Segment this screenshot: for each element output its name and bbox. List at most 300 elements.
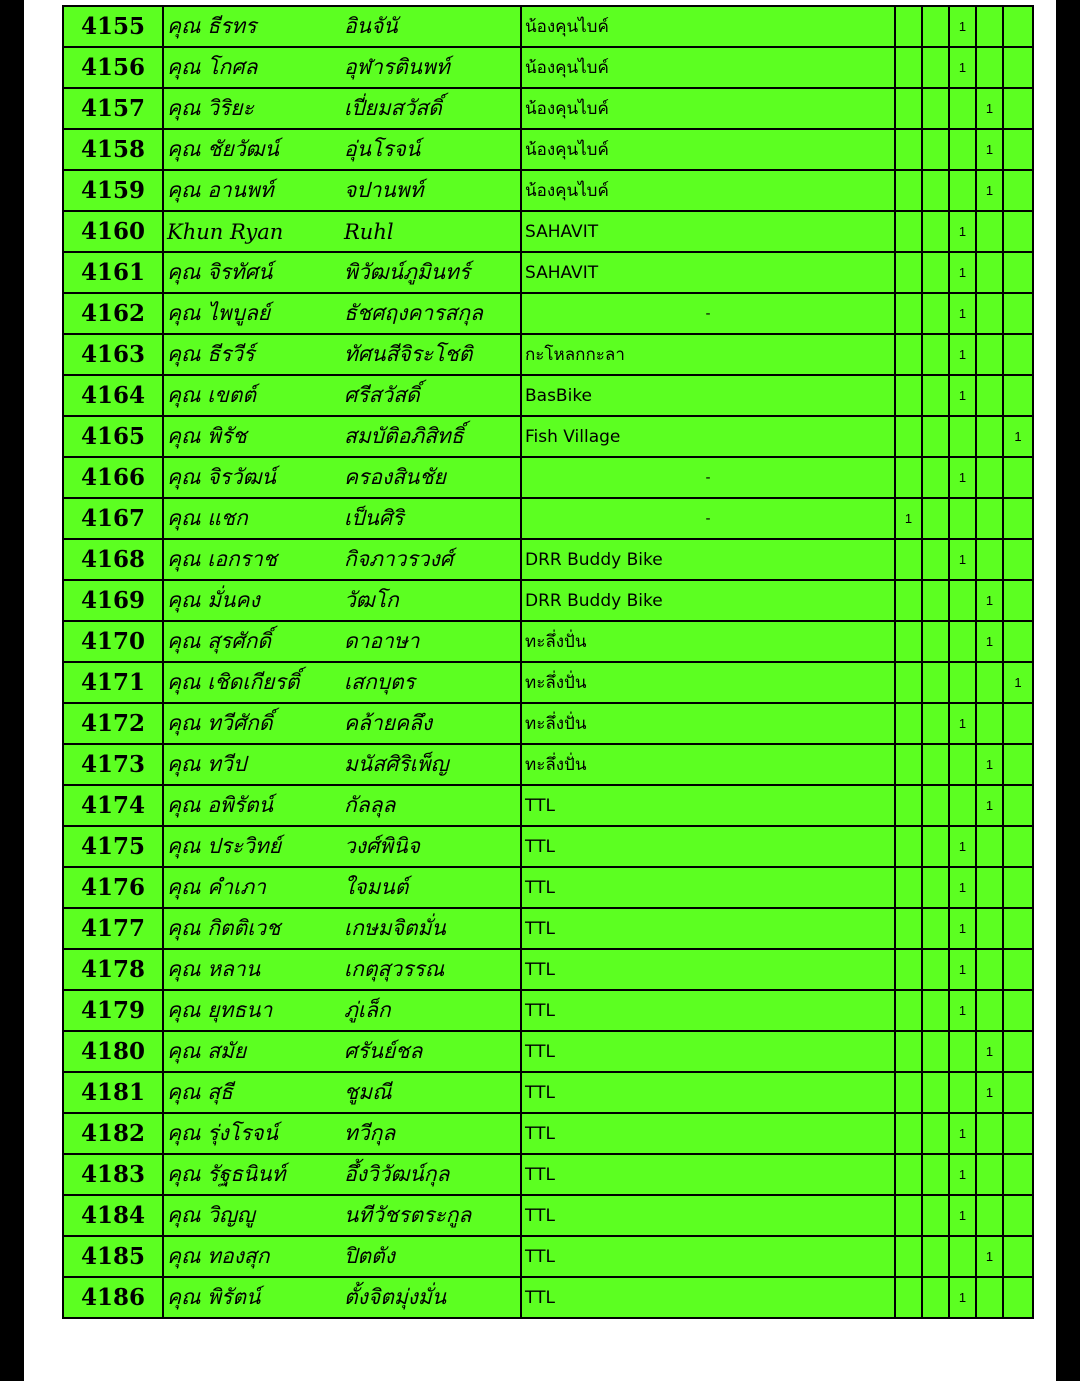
category-mark-cell [976,498,1003,539]
last-name-cell: ศรีสวัสดิ์ [341,375,521,416]
team-cell: ทะลึ่งปั่น [521,744,895,785]
table-row [63,826,1033,867]
category-mark-cell [1003,826,1033,867]
bib-number-cell: 4184 [63,1195,163,1236]
team-cell: TTL [521,1195,895,1236]
table-row [63,1236,1033,1277]
table-body [63,6,1033,1318]
table-row [63,744,1033,785]
team-cell: น้องคุนไบค์ [521,6,895,47]
bib-number-cell: 4185 [63,1236,163,1277]
category-mark-cell: 1 [949,826,976,867]
first-name-cell: คุณ พิรัช [163,416,341,457]
category-mark-cell [895,375,922,416]
category-mark-cell [1003,211,1033,252]
category-mark-cell: 1 [949,252,976,293]
category-mark-cell: 1 [949,334,976,375]
category-mark-cell: 1 [976,744,1003,785]
category-mark-cell [895,703,922,744]
table-row [63,949,1033,990]
category-mark-cell: 1 [895,498,922,539]
category-mark-cell [949,785,976,826]
category-mark-cell [895,826,922,867]
first-name-cell: คุณ เอกราช [163,539,341,580]
category-mark-cell [922,6,949,47]
category-mark-cell [922,1072,949,1113]
bib-number-cell: 4166 [63,457,163,498]
category-mark-cell [1003,621,1033,662]
team-cell: - [521,293,895,334]
category-mark-cell: 1 [976,621,1003,662]
last-name-cell: อินจันั [341,6,521,47]
category-mark-cell [976,990,1003,1031]
category-mark-cell [895,949,922,990]
category-mark-cell [895,1072,922,1113]
category-mark-cell [922,1236,949,1277]
first-name-cell: Khun Ryan [163,211,341,252]
category-mark-cell [1003,580,1033,621]
bib-number-cell: 4161 [63,252,163,293]
team-cell: TTL [521,1154,895,1195]
team-cell: - [521,457,895,498]
category-mark-cell: 1 [949,1195,976,1236]
bib-number-cell: 4158 [63,129,163,170]
last-name-cell: กิจภาวรวงศ์ [341,539,521,580]
category-mark-cell [895,662,922,703]
document-page [24,0,1056,1381]
last-name-cell: เกตุสุวรรณ [341,949,521,990]
team-cell: TTL [521,1113,895,1154]
category-mark-cell [976,252,1003,293]
category-mark-cell [976,47,1003,88]
bib-number-cell: 4178 [63,949,163,990]
bib-number-cell: 4175 [63,826,163,867]
last-name-cell: เปี่ยมสวัสดิ์ [341,88,521,129]
category-mark-cell [895,1113,922,1154]
category-mark-cell [1003,1113,1033,1154]
last-name-cell: ศรันย์ชล [341,1031,521,1072]
last-name-cell: ตั้งจิตมุ่งมั่น [341,1277,521,1318]
category-mark-cell [922,826,949,867]
last-name-cell: ปิตตัง [341,1236,521,1277]
bib-number-cell: 4167 [63,498,163,539]
category-mark-cell: 1 [949,6,976,47]
category-mark-cell [895,1277,922,1318]
category-mark-cell [1003,170,1033,211]
category-mark-cell [976,662,1003,703]
category-mark-cell [976,211,1003,252]
first-name-cell: คุณ ทวีป [163,744,341,785]
bib-number-cell: 4157 [63,88,163,129]
category-mark-cell [922,785,949,826]
team-cell: - [521,498,895,539]
bib-number-cell: 4162 [63,293,163,334]
first-name-cell: คุณ ทองสุก [163,1236,341,1277]
bib-number-cell: 4170 [63,621,163,662]
category-mark-cell [1003,1277,1033,1318]
team-cell: DRR Buddy Bike [521,539,895,580]
category-mark-cell [895,908,922,949]
category-mark-cell: 1 [976,1072,1003,1113]
category-mark-cell [895,47,922,88]
category-mark-cell [949,1031,976,1072]
category-mark-cell [949,621,976,662]
team-cell: TTL [521,826,895,867]
table-row [63,1195,1033,1236]
first-name-cell: คุณ อพิรัตน์ [163,785,341,826]
first-name-cell: คุณ สมัย [163,1031,341,1072]
category-mark-cell: 1 [949,211,976,252]
category-mark-cell [976,1113,1003,1154]
table-row [63,580,1033,621]
category-mark-cell [895,785,922,826]
category-mark-cell [922,703,949,744]
last-name-cell: นทีวัชรตระกูล [341,1195,521,1236]
category-mark-cell [949,88,976,129]
bib-number-cell: 4165 [63,416,163,457]
category-mark-cell [922,334,949,375]
table-row [63,990,1033,1031]
category-mark-cell: 1 [949,293,976,334]
team-cell: TTL [521,1236,895,1277]
table-row [63,1277,1033,1318]
team-cell: TTL [521,949,895,990]
category-mark-cell [976,416,1003,457]
category-mark-cell [976,6,1003,47]
bib-number-cell: 4155 [63,6,163,47]
team-cell: น้องคุนไบค์ [521,88,895,129]
category-mark-cell: 1 [949,908,976,949]
bib-number-cell: 4182 [63,1113,163,1154]
team-cell: น้องคุนไบค์ [521,129,895,170]
last-name-cell: ธัชศฤงคารสกุล [341,293,521,334]
table-row [63,1113,1033,1154]
last-name-cell: เป็นศิริ [341,498,521,539]
last-name-cell: ทัศนสีจิระโชติ [341,334,521,375]
category-mark-cell [922,990,949,1031]
category-mark-cell [976,867,1003,908]
first-name-cell: คุณ ธีรทร [163,6,341,47]
table-row [63,47,1033,88]
last-name-cell: คล้ายคลึง [341,703,521,744]
category-mark-cell [1003,334,1033,375]
table-row [63,1031,1033,1072]
category-mark-cell [1003,744,1033,785]
category-mark-cell [949,744,976,785]
category-mark-cell: 1 [949,867,976,908]
first-name-cell: คุณ รุ่งโรจน์ [163,1113,341,1154]
table-row [63,662,1033,703]
category-mark-cell [976,375,1003,416]
category-mark-cell [1003,539,1033,580]
category-mark-cell [895,1031,922,1072]
category-mark-cell [1003,6,1033,47]
category-mark-cell [922,170,949,211]
first-name-cell: คุณ รัฐธนินท์ [163,1154,341,1195]
bib-number-cell: 4163 [63,334,163,375]
category-mark-cell [976,457,1003,498]
category-mark-cell [895,88,922,129]
team-cell: TTL [521,990,895,1031]
table-row [63,334,1033,375]
category-mark-cell [895,621,922,662]
table-row [63,621,1033,662]
category-mark-cell: 1 [976,129,1003,170]
category-mark-cell [949,170,976,211]
category-mark-cell [922,744,949,785]
team-cell: Fish Village [521,416,895,457]
first-name-cell: คุณ แชก [163,498,341,539]
category-mark-cell [1003,1195,1033,1236]
team-cell: น้องคุนไบค์ [521,170,895,211]
first-name-cell: คุณ ประวิทย์ [163,826,341,867]
last-name-cell: กัลลุล [341,785,521,826]
last-name-cell: ครองสินชัย [341,457,521,498]
category-mark-cell [922,1113,949,1154]
category-mark-cell [922,1195,949,1236]
category-mark-cell: 1 [976,580,1003,621]
category-mark-cell [895,170,922,211]
bib-number-cell: 4176 [63,867,163,908]
category-mark-cell [922,416,949,457]
bib-number-cell: 4173 [63,744,163,785]
category-mark-cell [895,129,922,170]
category-mark-cell [976,334,1003,375]
first-name-cell: คุณ อานพท์ [163,170,341,211]
bib-number-cell: 4179 [63,990,163,1031]
bib-number-cell: 4159 [63,170,163,211]
category-mark-cell [922,1154,949,1195]
category-mark-cell: 1 [949,47,976,88]
first-name-cell: คุณ กิตติเวช [163,908,341,949]
first-name-cell: คุณ เชิดเกียรติ์ [163,662,341,703]
category-mark-cell [1003,703,1033,744]
category-mark-cell [922,949,949,990]
last-name-cell: Ruhl [341,211,521,252]
category-mark-cell [922,293,949,334]
table-row [63,416,1033,457]
category-mark-cell [922,539,949,580]
category-mark-cell [895,334,922,375]
team-cell: TTL [521,1031,895,1072]
category-mark-cell [1003,908,1033,949]
last-name-cell: อุ่นโรจน์ [341,129,521,170]
team-cell: TTL [521,908,895,949]
bib-number-cell: 4180 [63,1031,163,1072]
first-name-cell: คุณ สุธี [163,1072,341,1113]
team-cell: SAHAVIT [521,211,895,252]
first-name-cell: คุณ หลาน [163,949,341,990]
bib-number-cell: 4174 [63,785,163,826]
bib-number-cell: 4171 [63,662,163,703]
first-name-cell: คุณ คำเภา [163,867,341,908]
category-mark-cell [922,1277,949,1318]
category-mark-cell [1003,949,1033,990]
first-name-cell: คุณ พิรัตน์ [163,1277,341,1318]
category-mark-cell [922,621,949,662]
category-mark-cell [922,375,949,416]
category-mark-cell [922,580,949,621]
category-mark-cell [895,867,922,908]
category-mark-cell [949,129,976,170]
team-cell: TTL [521,1072,895,1113]
category-mark-cell: 1 [949,949,976,990]
category-mark-cell [976,703,1003,744]
bib-number-cell: 4172 [63,703,163,744]
participant-table [62,5,1034,1319]
first-name-cell: คุณ โกศล [163,47,341,88]
category-mark-cell [1003,1154,1033,1195]
category-mark-cell [922,457,949,498]
team-cell: SAHAVIT [521,252,895,293]
category-mark-cell [895,252,922,293]
category-mark-cell [922,1031,949,1072]
category-mark-cell: 1 [949,1277,976,1318]
category-mark-cell [922,867,949,908]
category-mark-cell [949,498,976,539]
category-mark-cell: 1 [1003,416,1033,457]
category-mark-cell [922,211,949,252]
table-row [63,252,1033,293]
category-mark-cell [1003,293,1033,334]
category-mark-cell [1003,252,1033,293]
last-name-cell: ทวีกุล [341,1113,521,1154]
table-row [63,211,1033,252]
table-row [63,785,1033,826]
category-mark-cell [895,1195,922,1236]
team-cell: TTL [521,867,895,908]
last-name-cell: ดาอาษา [341,621,521,662]
first-name-cell: คุณ ทวีศักดิ์ [163,703,341,744]
table-row [63,539,1033,580]
category-mark-cell [976,539,1003,580]
category-mark-cell [976,908,1003,949]
category-mark-cell [895,539,922,580]
last-name-cell: วัฒโก [341,580,521,621]
last-name-cell: อึ้งวิวัฒน์กุล [341,1154,521,1195]
first-name-cell: คุณ จิรวัฒน์ [163,457,341,498]
table-row [63,1154,1033,1195]
category-mark-cell: 1 [949,457,976,498]
category-mark-cell [976,949,1003,990]
team-cell: TTL [521,1277,895,1318]
table-row [63,867,1033,908]
category-mark-cell [1003,47,1033,88]
category-mark-cell [895,211,922,252]
table-row [63,170,1033,211]
category-mark-cell [1003,1236,1033,1277]
team-cell: BasBike [521,375,895,416]
category-mark-cell: 1 [976,1031,1003,1072]
bib-number-cell: 4168 [63,539,163,580]
first-name-cell: คุณ ธีรวีร์ [163,334,341,375]
bib-number-cell: 4169 [63,580,163,621]
last-name-cell: ภู่เล็ก [341,990,521,1031]
category-mark-cell [949,580,976,621]
last-name-cell: ชูมณี [341,1072,521,1113]
category-mark-cell [1003,375,1033,416]
first-name-cell: คุณ เขตต์ [163,375,341,416]
category-mark-cell [922,498,949,539]
category-mark-cell [976,1277,1003,1318]
category-mark-cell [922,662,949,703]
category-mark-cell [976,1154,1003,1195]
table-row [63,457,1033,498]
team-cell: ทะลึ่งปั่น [521,621,895,662]
first-name-cell: คุณ ไพบูลย์ [163,293,341,334]
last-name-cell: เกษมจิตมั่น [341,908,521,949]
category-mark-cell [895,293,922,334]
first-name-cell: คุณ สุรศักดิ์ [163,621,341,662]
category-mark-cell: 1 [949,1154,976,1195]
team-cell: น้องคุนไบค์ [521,47,895,88]
table-row [63,498,1033,539]
table-row [63,88,1033,129]
last-name-cell: อุฬารตินพท์ [341,47,521,88]
category-mark-cell [922,47,949,88]
bib-number-cell: 4160 [63,211,163,252]
category-mark-cell [976,293,1003,334]
table-row [63,6,1033,47]
team-cell: ทะลึ่งปั่น [521,662,895,703]
category-mark-cell [1003,498,1033,539]
team-cell: DRR Buddy Bike [521,580,895,621]
category-mark-cell: 1 [949,703,976,744]
category-mark-cell [1003,129,1033,170]
bib-number-cell: 4181 [63,1072,163,1113]
first-name-cell: คุณ วิริยะ [163,88,341,129]
table-row [63,129,1033,170]
bib-number-cell: 4183 [63,1154,163,1195]
table-row [63,293,1033,334]
category-mark-cell [949,416,976,457]
category-mark-cell [895,1154,922,1195]
last-name-cell: จปานพท์ [341,170,521,211]
category-mark-cell: 1 [976,1236,1003,1277]
first-name-cell: คุณ จิรทัศน์ [163,252,341,293]
category-mark-cell [1003,785,1033,826]
category-mark-cell [1003,867,1033,908]
bib-number-cell: 4186 [63,1277,163,1318]
category-mark-cell [922,129,949,170]
category-mark-cell [895,6,922,47]
category-mark-cell [949,662,976,703]
team-cell: ทะลึ่งปั่น [521,703,895,744]
bib-number-cell: 4156 [63,47,163,88]
category-mark-cell [895,416,922,457]
team-cell: กะโหลกกะลา [521,334,895,375]
last-name-cell: เสกบุตร [341,662,521,703]
first-name-cell: คุณ ยุทธนา [163,990,341,1031]
category-mark-cell [922,908,949,949]
table-row [63,375,1033,416]
table-row [63,1072,1033,1113]
category-mark-cell: 1 [949,1113,976,1154]
bib-number-cell: 4177 [63,908,163,949]
last-name-cell: สมบัติอภิสิทธิ์ [341,416,521,457]
first-name-cell: คุณ วิญญู [163,1195,341,1236]
category-mark-cell: 1 [1003,662,1033,703]
category-mark-cell [976,826,1003,867]
table-row [63,703,1033,744]
category-mark-cell: 1 [949,539,976,580]
team-cell: TTL [521,785,895,826]
category-mark-cell: 1 [949,375,976,416]
category-mark-cell [922,88,949,129]
category-mark-cell [895,1236,922,1277]
last-name-cell: วงศ์พินิจ [341,826,521,867]
category-mark-cell: 1 [976,785,1003,826]
